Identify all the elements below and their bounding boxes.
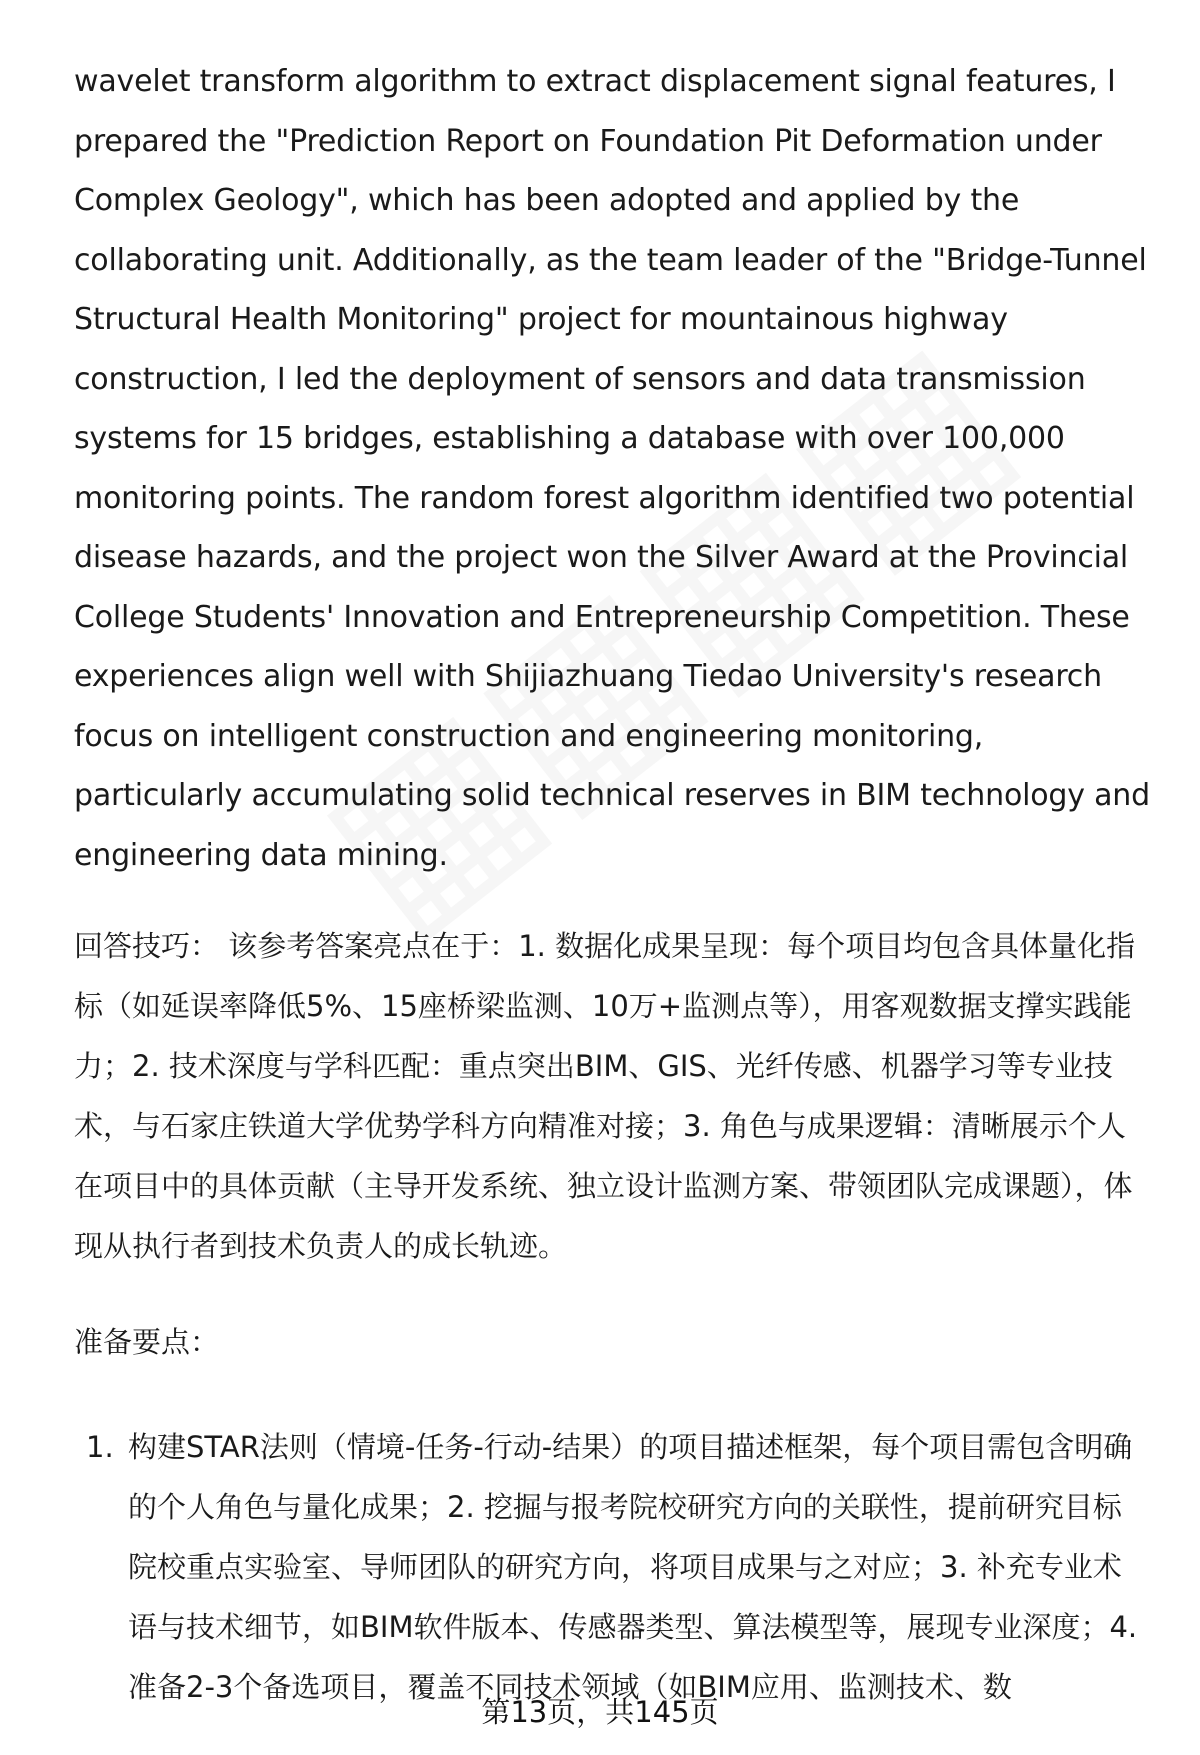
page-content <box>74 52 1150 1717</box>
preparation-list <box>74 1417 1150 1717</box>
page-number-footer: 第13页，共145页 <box>481 1695 719 1729</box>
list-item-number: 1. <box>86 1430 114 1464</box>
body-paragraph-english: wavelet transform algorithm to extract displacement signal features, I prepared the "Prediction Report on Foundation Pit Deformation under Complex Geology", which has been adopted and applied by the collaborating unit. Additionally, as the team leader of the "Bridge-Tunnel Structural Health Monitoring" project for mountainous highway construction, I led the deployment of sensors and data transmission systems for 15 bridges, establishing a database with over 100,000 monitoring points. The random forest algorithm identified two potential disease hazards, and the project won the Silver Award at the Provincial College Students' Innovation and Entrepreneurship Competition. These experiences align well with Shijiazhuang Tiedao University's research focus on intelligent construction and engineering monitoring, particularly accumulating solid technical reserves in BIM technology and engineering data mining. <box>74 64 1150 873</box>
list-item-text: 构建STAR法则（情境-任务-行动-结果）的项目描述框架，每个项目需包含明确的个人角色与量化成果；2. 挖掘与报考院校研究方向的关联性，提前研究目标院校重点实验室、导师团队的研究方向，将项目成果与之对应；3. 补充专业术语与技术细节，如BIM软件版本、传感器类型、算法模型等，展现专业深度；4. 准备2-3个备选项目，覆盖不同技术领域（如BIM应用、监测技术、数 <box>128 1430 1138 1704</box>
answer-tips-paragraph: 回答技巧： 该参考答案亮点在于：1. 数据化成果呈现：每个项目均包含具体量化指标（如延误率降低5%、15座桥梁监测、10万+监测点等），用客观数据支撑实践能力；2. 技术深度与学科匹配：重点突出BIM、GIS、光纤传感、机器学习等专业技术，与石家庄铁道大学优势学科方向精准对接；3. 角色与成果逻辑：清晰展示个人在项目中的具体贡献（主导开发系统、独立设计监测方案、带领团队完成课题），体现从执行者到技术负责人的成长轨迹。 <box>74 929 1136 1263</box>
preparation-points-heading: 准备要点： <box>74 1325 220 1359</box>
list-item <box>74 1417 1150 1717</box>
